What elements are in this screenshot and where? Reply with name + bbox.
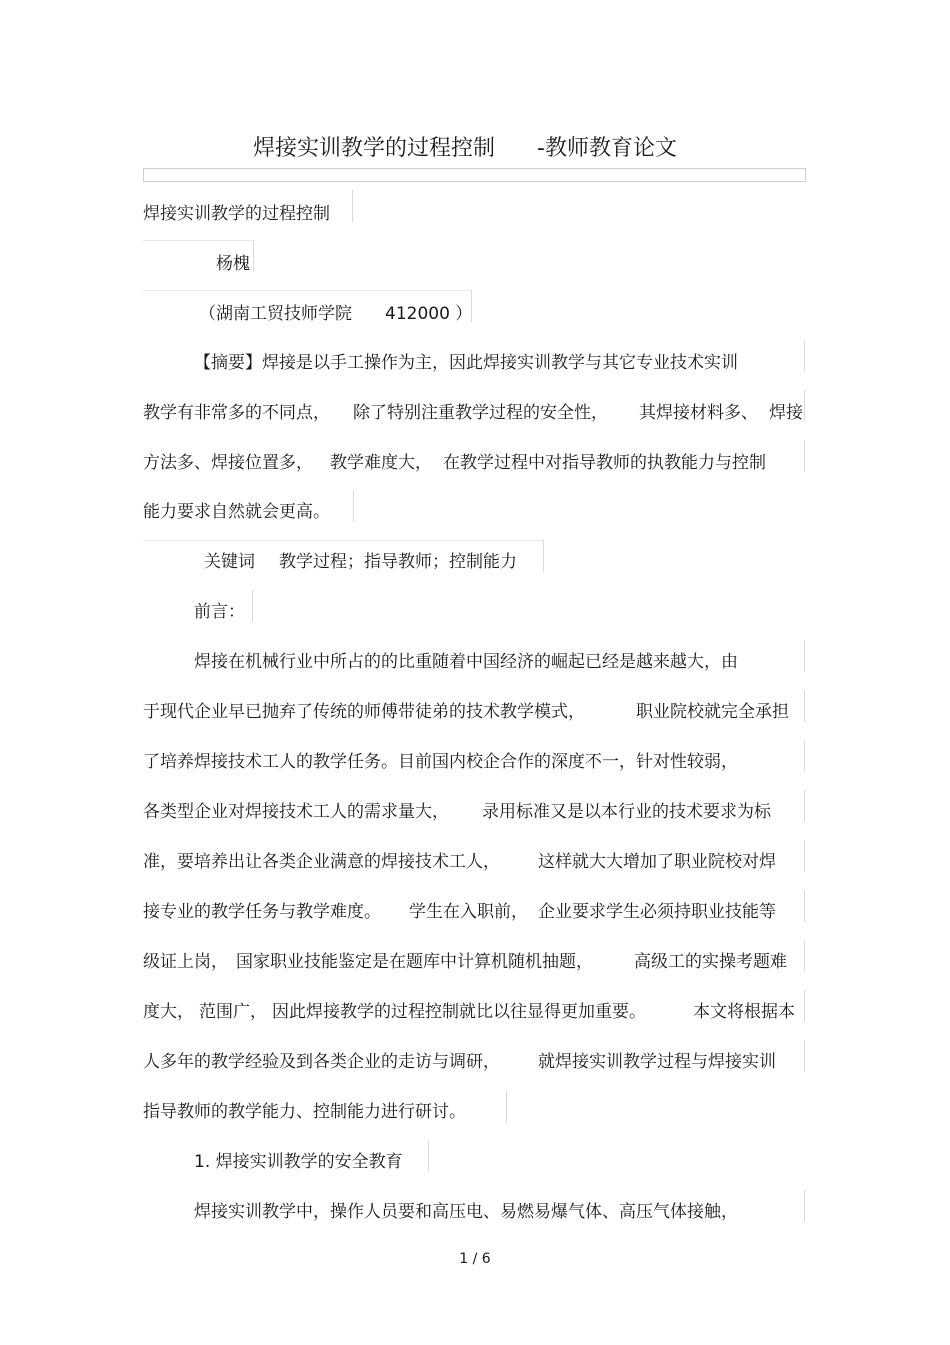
affiliation-name: （湖南工贸技师学院 <box>199 304 352 324</box>
abstract-line: 其焊接材料多、 <box>639 403 758 423</box>
body-line: 接专业的教学任务与教学难度。 <box>143 902 381 922</box>
body-line: 企业要求学生必须持职业技能等 <box>538 902 776 922</box>
body-line: 因此焊接教学的过程控制就比以往显得更加重要。 <box>272 1002 646 1022</box>
cell-border <box>804 640 805 672</box>
page-number: 1 / 6 <box>459 1251 491 1267</box>
cell-border <box>143 540 543 541</box>
body-line: 高级工的实操考题难 <box>634 952 787 972</box>
cell-border <box>804 940 805 972</box>
body-line: 这样就大大增加了职业院校对焊 <box>538 852 776 872</box>
cell-border <box>804 690 805 722</box>
cell-border <box>804 890 805 922</box>
preface-label: 前言： <box>194 602 245 622</box>
section-body-line: 焊接实训教学中，操作人员要和高压电、易燃易爆气体、高压气体接触， <box>194 1202 738 1222</box>
cell-border <box>804 840 805 872</box>
author-name: 杨槐 <box>216 254 250 274</box>
body-line: 了培养焊接技术工人的教学任务。目前国内校企合作的深度不一，针对性较弱， <box>143 752 738 772</box>
body-line: 人多年的教学经验及到各类企业的走访与调研， <box>143 1052 500 1072</box>
cell-border <box>253 240 254 272</box>
body-line: 本文将根据本 <box>693 1002 795 1022</box>
abstract-line: 教学有非常多的不同点， <box>143 403 330 423</box>
cell-border <box>804 790 805 822</box>
body-line: 度大， <box>143 1002 194 1022</box>
cell-border <box>352 190 353 222</box>
cell-border <box>804 740 805 772</box>
body-line: 职业院校就完全承担 <box>636 702 789 722</box>
cell-border <box>252 590 253 622</box>
body-line: 于现代企业早已抛弃了传统的师傅带徒弟的技术教学模式， <box>143 702 585 722</box>
cell-border <box>353 490 354 522</box>
cell-border <box>804 440 805 472</box>
keywords-label: 关键词 <box>204 552 255 572</box>
body-line: 焊接在机械行业中所占的的比重随着中国经济的崛起已经是越来越大，由 <box>194 652 738 672</box>
body-line: 范围广， <box>199 1002 267 1022</box>
abstract-line: 能力要求自然就会更高。 <box>143 502 330 522</box>
document-title-main: 焊接实训教学的过程控制 <box>253 136 496 161</box>
cell-border <box>143 290 471 291</box>
cell-border <box>804 390 805 422</box>
affiliation-postcode: 412000 ） <box>385 304 473 324</box>
abstract-line: 焊接 <box>769 403 803 423</box>
cell-border <box>804 1040 805 1072</box>
cell-border <box>506 1090 507 1122</box>
body-line: 录用标准又是以本行业的技术要求为标 <box>482 802 771 822</box>
cell-border <box>428 1140 429 1172</box>
abstract-line: 方法多、焊接位置多， <box>143 453 313 473</box>
title-divider <box>143 168 806 182</box>
abstract-line: 教学难度大， <box>330 453 432 473</box>
section-heading: 1. 焊接实训教学的安全教育 <box>194 1152 403 1172</box>
article-subtitle: 焊接实训教学的过程控制 <box>143 204 330 224</box>
body-line: 学生在入职前， <box>409 902 528 922</box>
cell-border <box>143 240 253 241</box>
cell-border <box>471 290 472 322</box>
document-title-suffix: -教师教育论文 <box>537 136 677 161</box>
body-line: 级证上岗， <box>143 952 228 972</box>
keywords-list: 教学过程；指导教师；控制能力 <box>279 552 517 572</box>
abstract-line: 【摘要】焊接是以手工操作为主，因此焊接实训教学与其它专业技术实训 <box>194 353 738 373</box>
cell-border <box>543 540 544 572</box>
body-line: 国家职业技能鉴定是在题库中计算机随机抽题， <box>236 952 593 972</box>
cell-border <box>804 340 805 372</box>
body-line: 准，要培养出让各类企业满意的焊接技术工人， <box>143 852 500 872</box>
body-line: 就焊接实训教学过程与焊接实训 <box>538 1052 776 1072</box>
abstract-line: 除了特别注重教学过程的安全性， <box>353 403 608 423</box>
cell-border <box>804 1190 805 1222</box>
cell-border <box>804 990 805 1022</box>
body-line: 指导教师的教学能力、控制能力进行研讨。 <box>143 1102 466 1122</box>
body-line: 各类型企业对焊接技术工人的需求量大， <box>143 802 449 822</box>
abstract-line: 在教学过程中对指导教师的执教能力与控制 <box>443 453 766 473</box>
